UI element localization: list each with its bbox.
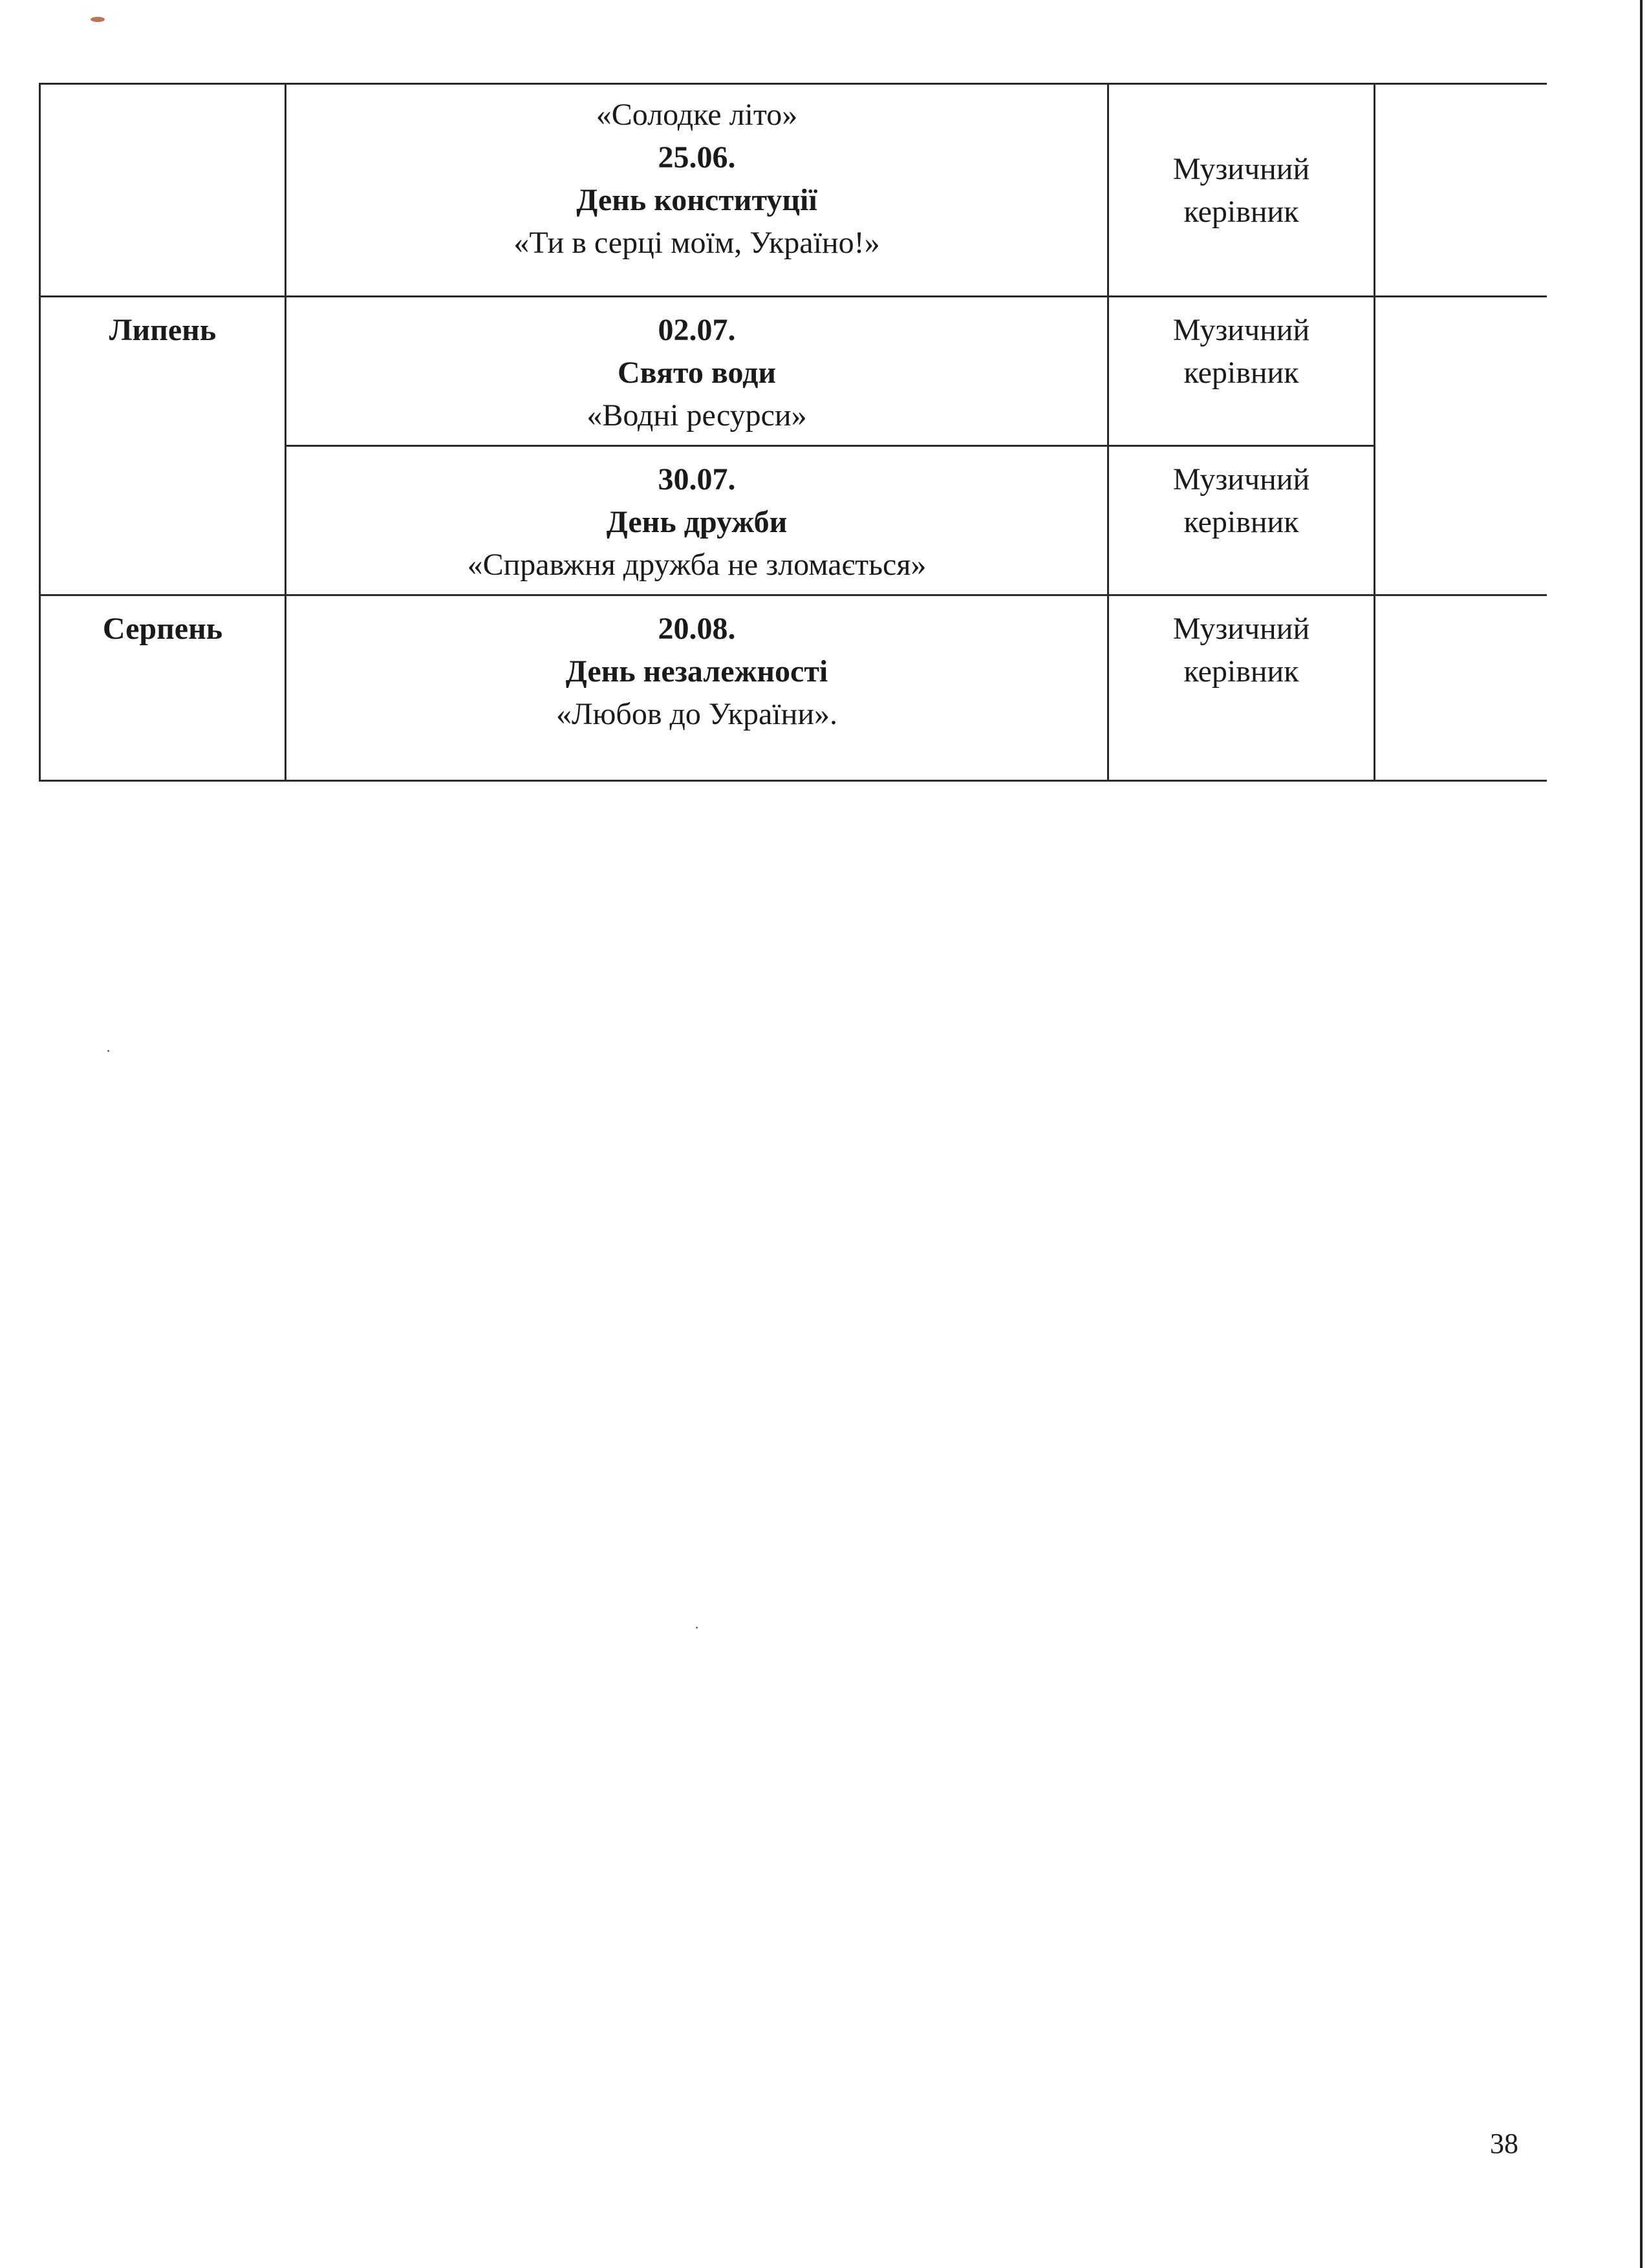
event-cell — [286, 595, 1108, 781]
event-name: День незалежності — [565, 654, 828, 689]
event-name: День дружби — [606, 505, 788, 539]
event-name: Свято води — [617, 356, 776, 390]
event-title: «Ти в серці моїм, Україно!» — [513, 226, 880, 260]
table-row — [40, 84, 1547, 297]
responsible-label: Музичний керівник — [1172, 612, 1310, 689]
month-cell — [40, 297, 286, 595]
responsible-cell — [1108, 595, 1375, 781]
responsible-cell — [1108, 297, 1375, 446]
event-date: 30.07. — [658, 462, 736, 497]
scan-edge — [1640, 0, 1643, 2268]
page-number: 38 — [1490, 2128, 1518, 2159]
event-title: «Любов до України». — [555, 697, 838, 731]
month-cell — [40, 595, 286, 781]
events-table — [39, 83, 1547, 782]
event-title: «Водні ресурси» — [587, 398, 807, 433]
event-subtitle: «Солодке літо» — [596, 98, 798, 132]
month-label: Липень — [109, 313, 217, 347]
note-cell — [1375, 595, 1547, 781]
event-cell — [286, 297, 1108, 446]
month-label: Серпень — [102, 612, 223, 646]
event-date: 20.08. — [658, 612, 736, 646]
event-name: День конституції — [576, 183, 817, 217]
event-date: 02.07. — [658, 313, 736, 347]
table-row — [40, 297, 1547, 446]
responsible-cell — [1108, 84, 1375, 297]
event-date: 25.06. — [658, 140, 736, 175]
table-row — [40, 595, 1547, 781]
responsible-label: Музичний керівник — [1172, 152, 1310, 229]
responsible-label: Музичний керівник — [1172, 462, 1310, 539]
month-cell — [40, 84, 286, 297]
note-cell — [1375, 84, 1547, 297]
responsible-cell — [1108, 446, 1375, 595]
scan-speck — [107, 1050, 109, 1052]
scan-stain — [91, 17, 105, 22]
responsible-label: Музичний керівник — [1172, 313, 1310, 390]
event-title: «Справжня дружба не зломається» — [467, 548, 927, 582]
event-cell — [286, 84, 1108, 297]
event-cell — [286, 446, 1108, 595]
scan-speck — [696, 1627, 698, 1629]
note-cell — [1375, 297, 1547, 595]
